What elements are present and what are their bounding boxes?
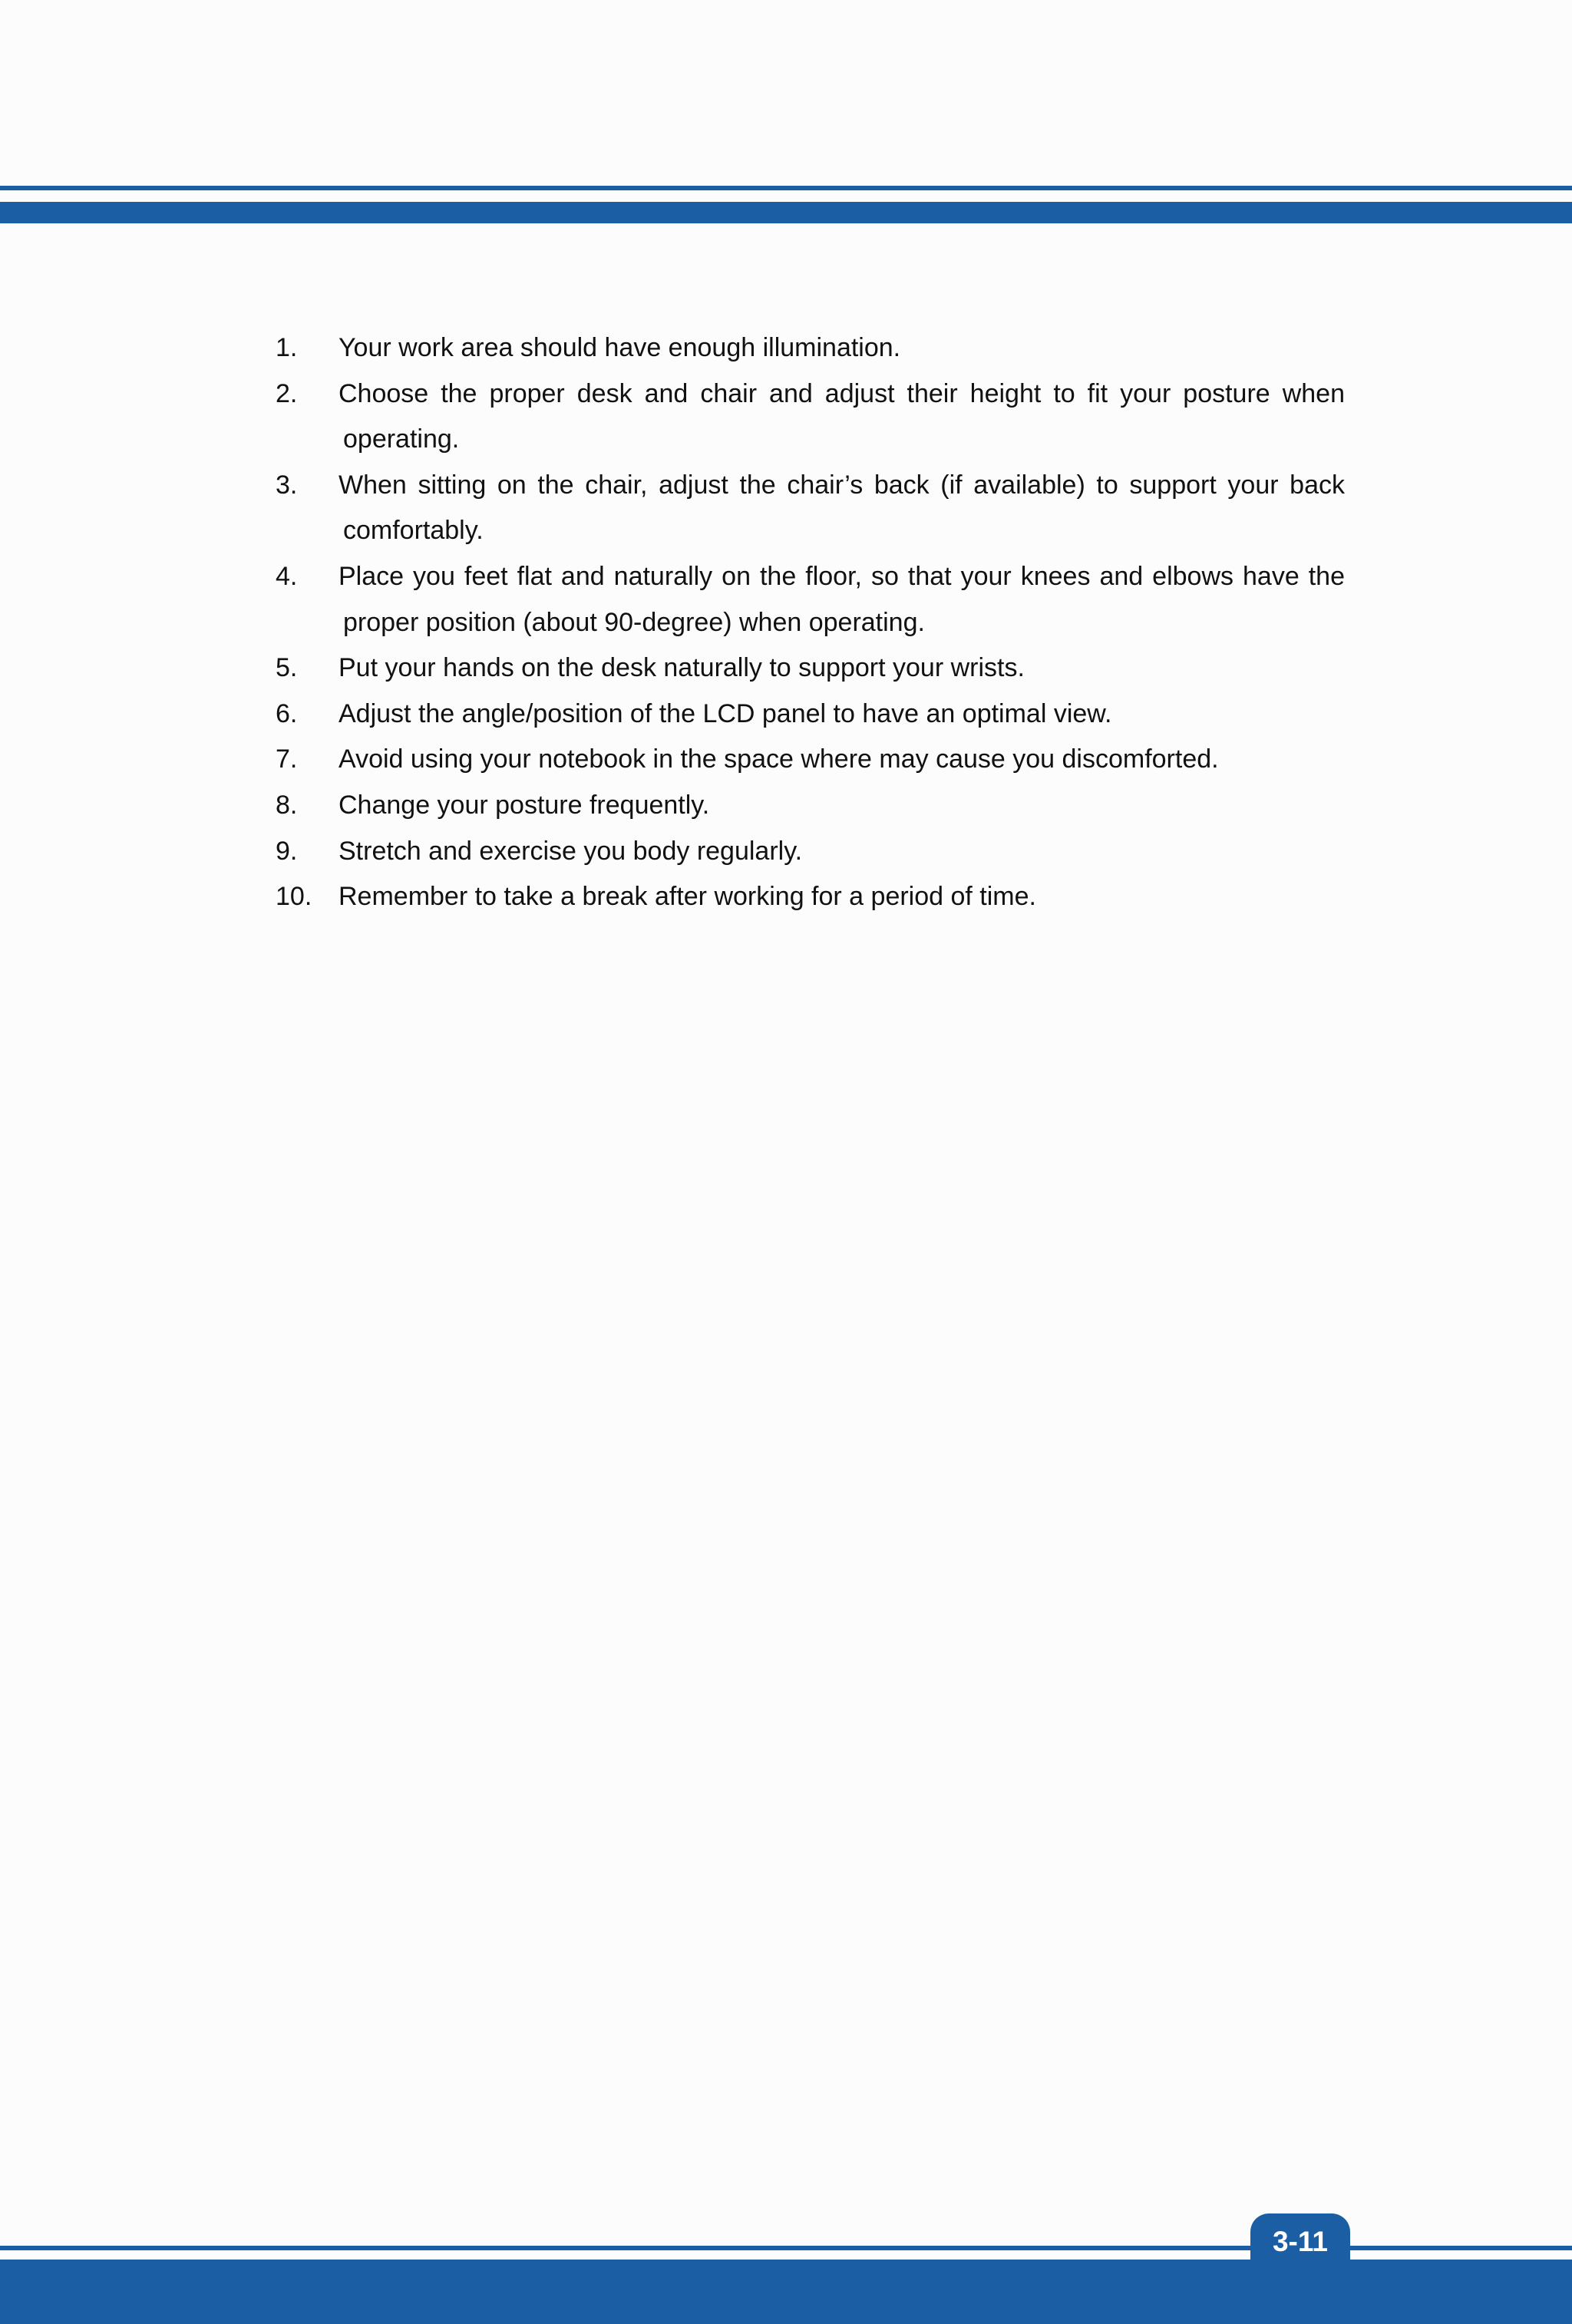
list-item-text: Change your posture frequently. [339,790,710,820]
list-item-text: Remember to take a break after working for a period of time. [339,882,1036,912]
list-item-number: 1. [276,333,298,362]
list-item-text: Put your hands on the desk naturally to support your wrists. [339,653,1025,683]
list-item-number: 10. [276,882,312,912]
page-number-tab [1250,2213,1350,2284]
list-item-text: Choose the proper desk and chair and adjust their height to fit your posture when [339,378,1345,408]
header-rule-thin [0,186,1572,190]
list-item-number: 2. [276,378,298,408]
list-item-number: 6. [276,698,298,728]
page-number: 3-11 [1272,2226,1328,2257]
list-item-text: Avoid using your notebook in the space where may cause you discomforted. [339,744,1219,774]
list-item-text: Adjust the angle/position of the LCD panel to have an optimal view. [339,698,1112,728]
list-item-number: 8. [276,790,298,820]
list-item [276,874,1345,920]
list-item-number: 5. [276,653,298,683]
list-item-text-continued: proper position (about 90-degree) when operating. [343,607,925,637]
list-item [276,554,1345,645]
list-item-text-continued: operating. [343,424,460,454]
list-item [276,463,1345,554]
list-item [276,325,1345,371]
list-item-number: 3. [276,470,298,500]
list-item-text: When sitting on the chair, adjust the chair’s back (if available) to support your back [339,470,1345,500]
list-item [276,829,1345,875]
header-rule-thick [0,202,1572,223]
list-item-number: 7. [276,744,298,774]
list-item [276,737,1345,783]
list-item [276,692,1345,738]
list-item-text-continued: comfortably. [343,516,484,546]
list-item-text: Your work area should have enough illumination. [339,333,901,362]
list-item [276,783,1345,829]
list-item-number: 9. [276,836,298,866]
list-item [276,371,1345,463]
list-item-text: Place you feet flat and naturally on the floor, so that your knees and elbows have the [339,561,1345,591]
list-item-number: 4. [276,561,298,591]
list-item [276,645,1345,692]
ergonomics-tips-list [276,325,1345,920]
list-item-text: Stretch and exercise you body regularly. [339,836,803,866]
